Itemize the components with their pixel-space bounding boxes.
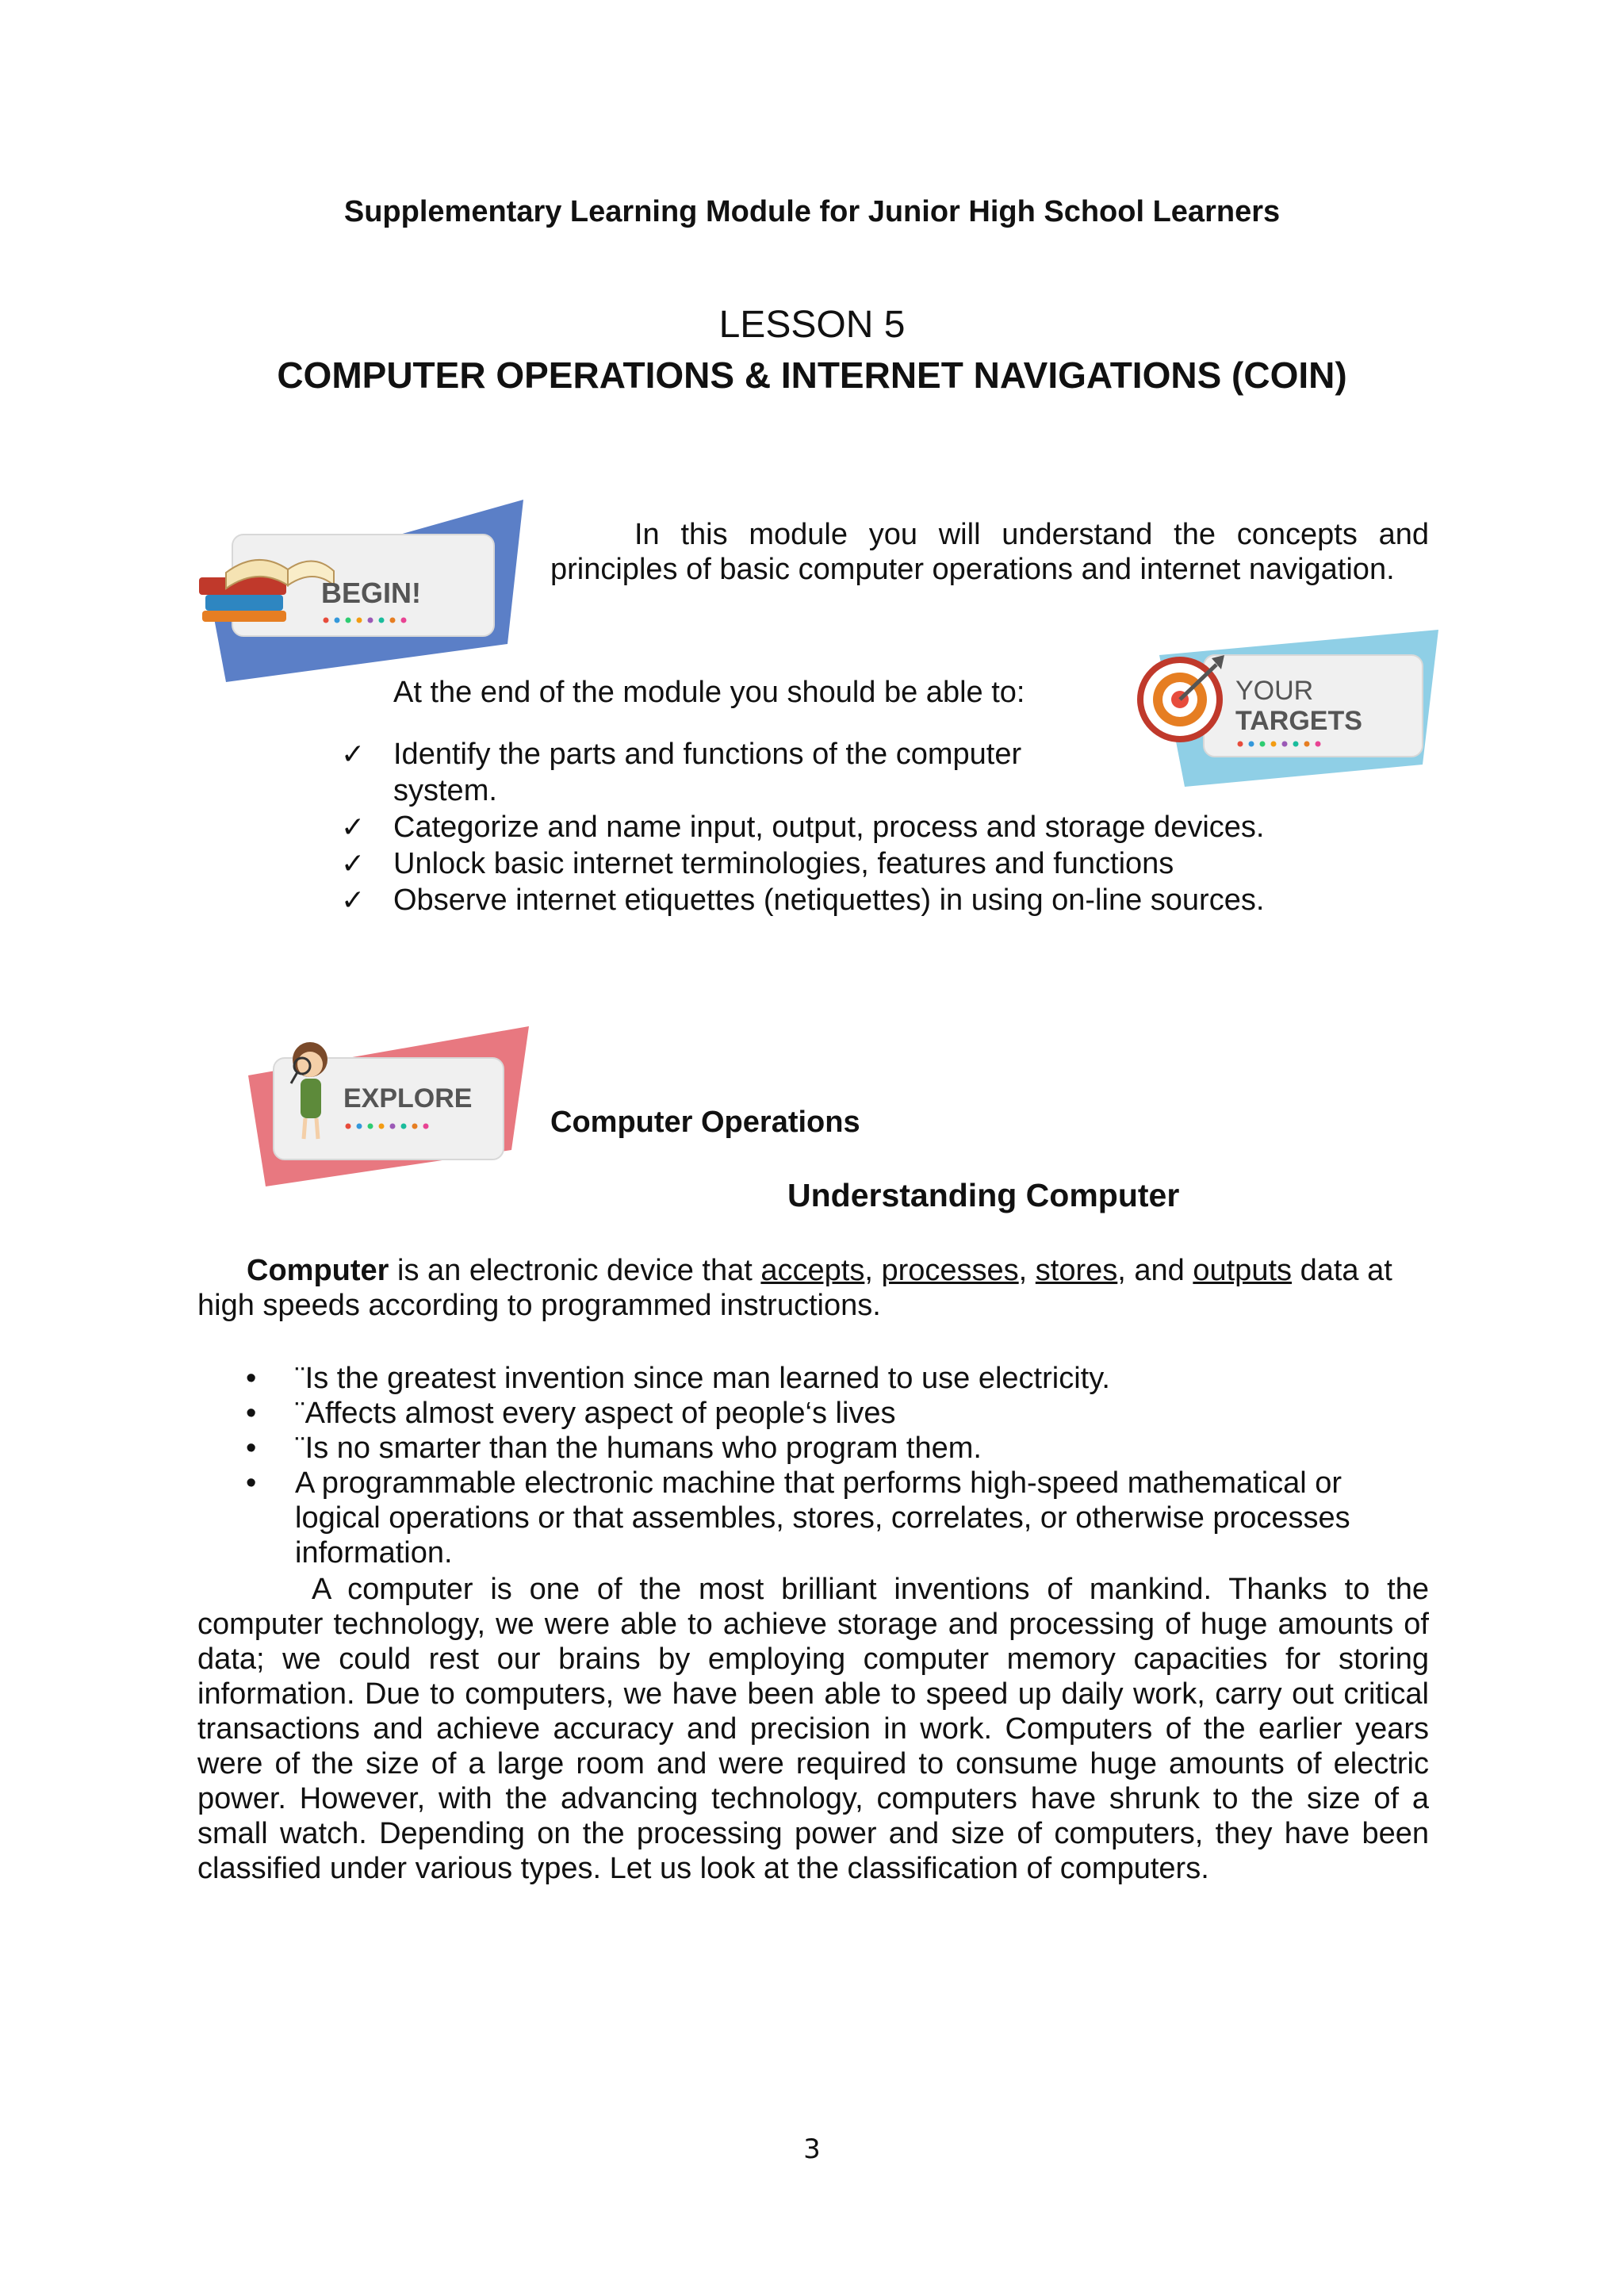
targets-badge-line2: TARGETS	[1235, 706, 1362, 736]
list-item: • ¨Is no smarter than the humans who program them.	[246, 1432, 982, 1465]
computer-facts-list	[246, 1361, 1435, 1570]
body-paragraph: A computer is one of the most brilliant inventions of mankind. Thanks to the computer technology, we were able to achieve storage and processing of huge amounts of data; we could rest our brains by employing computer memory capacities for storing information. Due to computers, we have been able to speed up daily work, carry out critical transactions and achieve accuracy and precision in work. Computers of the earlier years were of the size of a large room and were required to consume huge amounts of electric power. However, with the advancing technology, computers have shrunk to the size of a small watch. Depending on the processing power and size of computers, they have been classified under various types. Let us look at the classification of computers.	[197, 1573, 1429, 1885]
term-computer: Computer	[247, 1254, 389, 1287]
checkmark-icon: ✓	[341, 738, 366, 770]
list-item: ✓ Categorize and name input, output, process and storage devices.	[341, 811, 1265, 844]
subsection-title: Understanding Computer	[787, 1177, 1180, 1213]
checkmark-icon: ✓	[341, 811, 366, 843]
explore-badge	[242, 1023, 535, 1190]
explore-badge-label: EXPLORE	[343, 1083, 473, 1114]
keyword-stores: stores	[1035, 1254, 1118, 1287]
targets-lead: At the end of the module you should be able to:	[393, 676, 1025, 709]
targets-badge-line1: YOUR	[1235, 676, 1314, 706]
module-header: Supplementary Learning Module for Junior High School Learners	[343, 195, 1281, 228]
bullet-icon: •	[246, 1466, 257, 1500]
target-icon	[1140, 655, 1224, 739]
list-item: ✓ Observe internet etiquettes (netiquettes) in using on-line sources.	[341, 884, 1265, 917]
bullet-icon: •	[246, 1362, 257, 1395]
list-item: • A programmable electronic machine that performs high-speed mathematical or logical operations or that assembles, stores, correlates, or otherwise processes information.	[246, 1466, 1350, 1570]
bullet-icon: •	[246, 1397, 257, 1430]
begin-badge-label: BEGIN!	[321, 577, 421, 609]
section-title: Computer Operations	[550, 1106, 860, 1139]
list-item: ✓ Identify the parts and functions of the computer system.	[341, 738, 1022, 807]
keyword-outputs: outputs	[1193, 1254, 1293, 1287]
lesson-number: LESSON 5	[718, 304, 906, 346]
lesson-title: COMPUTER OPERATIONS & INTERNET NAVIGATIONS (COIN)	[277, 355, 1347, 396]
list-item: • ¨Affects almost every aspect of people‘s lives	[246, 1397, 896, 1430]
intro-paragraph: In this module you will understand the concepts and principles of basic computer operations and internet navigation.	[550, 518, 1429, 586]
checkmark-icon: ✓	[341, 884, 366, 916]
page-number: 3	[803, 2133, 821, 2165]
keyword-accepts: accepts	[760, 1254, 865, 1287]
list-item: • ¨Is the greatest invention since man learned to use electricity.	[246, 1362, 1110, 1395]
keyword-processes: processes	[881, 1254, 1019, 1287]
targets-checklist	[341, 736, 1264, 918]
begin-badge	[194, 493, 535, 692]
definition-paragraph: Computer is an electronic device that accepts, processes, stores, and outputs data at high speeds according to programmed instructions.	[197, 1254, 1392, 1322]
bullet-icon: •	[246, 1432, 257, 1465]
list-item: ✓ Unlock basic internet terminologies, features and functions	[341, 847, 1174, 880]
checkmark-icon: ✓	[341, 847, 366, 880]
